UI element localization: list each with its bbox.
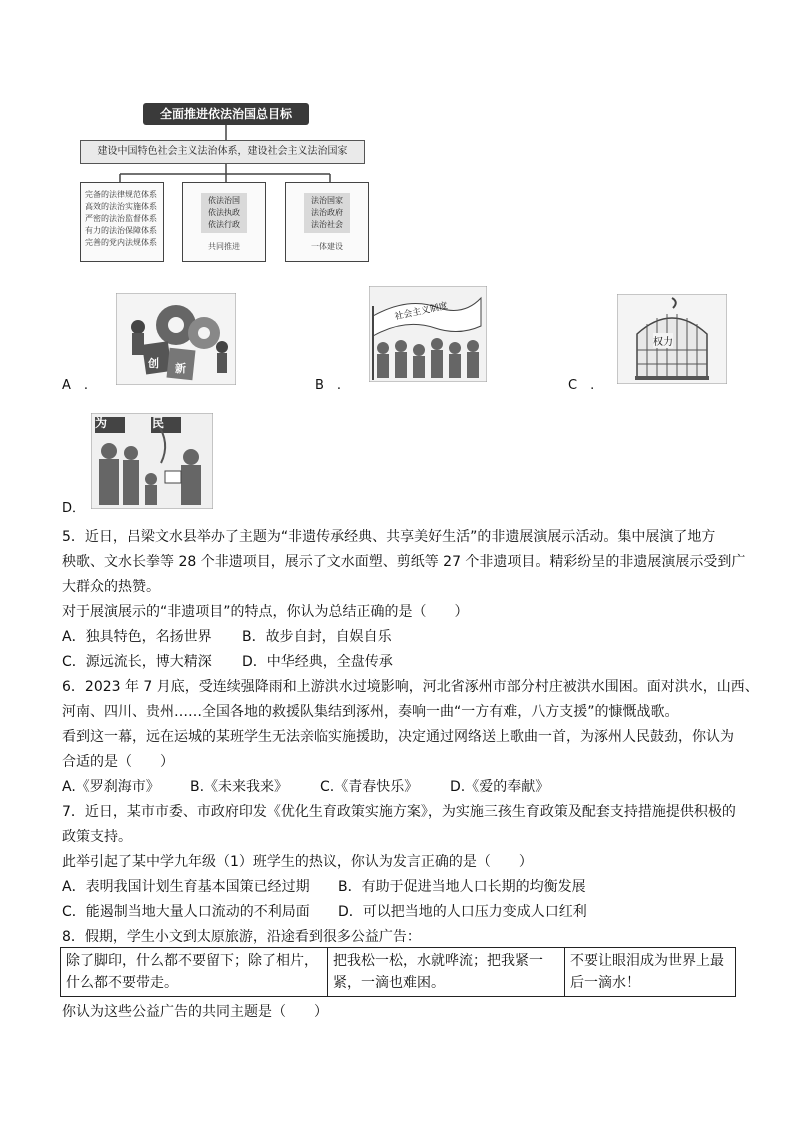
q6-option-d: D.《爱的奉献》 [450,779,550,795]
option-c-label: C . [568,378,595,393]
box2-inner [201,193,247,233]
option-b-label: B . [315,378,342,393]
gear-tag-1: 创 [148,357,159,370]
q6-line-4: 合适的是（ ） [62,754,174,770]
banner-text: 社会主义制度 [393,301,449,323]
diagram-box-systems [80,182,164,262]
box3-line: 法治政府 [311,208,343,217]
box2-line: 依法行政 [208,220,240,229]
cage-label: 权力 [653,333,673,348]
box1-line: 完备的法律规范体系 [85,190,157,199]
box2-line: 依法执政 [208,208,240,217]
box1-line: 严密的法治监督体系 [85,214,157,223]
q8-stem: 你认为这些公益广告的共同主题是（ ） [62,1004,328,1020]
diagram-box-integrated [285,182,369,262]
q7-option-d: D．可以把当地的人口压力变成人口红利 [338,904,587,920]
sign-right-text: 民 [152,416,165,430]
box3-line: 法治社会 [311,220,343,229]
gear-tag-2: 新 [175,362,186,375]
q5-line-1: 5．近日，吕梁文水县举办了主题为“非遗传承经典、共享美好生活”的非遗展演展示活动。集中展演了地方 [62,529,716,545]
q5-option-a: A．独具特色，名扬世界 [62,629,212,645]
box2-line: 依法治国 [208,196,240,205]
socialist-system-crowd-cartoon [369,286,487,382]
box3-line: 法治国家 [311,196,343,205]
box1-line: 高效的法治实施体系 [85,202,157,211]
box1-line: 完善的党内法规体系 [85,238,157,247]
box3-caption: 一体建设 [311,242,343,251]
option-a-label: A . [62,378,89,393]
option-d-label: D． [62,501,86,516]
sign-left-text: 为 [95,416,108,430]
q6-option-a: A.《罗刹海市》 [62,779,160,795]
q5-line-3: 大群众的热赞。 [62,579,160,595]
ad-cell-2: 把我松一松，水就哗流；把我紧一紧，一滴也难困。 [328,948,565,997]
diagram-title: 全面推进依法治国总目标 [143,103,309,125]
diagram-box-joint [182,182,266,262]
q7-option-a: A．表明我国计划生育基本国策已经过期 [62,879,310,895]
box1-line: 有力的法治保障体系 [85,226,157,235]
q5-option-b: B．故步自封，自娱自乐 [242,629,392,645]
q8-line-1: 8．假期，学生小文到太原旅游，沿途看到很多公益广告： [62,929,421,945]
ad-cell-3: 不要让眼泪成为世界上最后一滴水！ [565,948,736,997]
q7-line-1: 7．近日，某市市委、市政府印发《优化生育政策实施方案》，为实施三孩生育政策及配套支持措施提供积极的 [62,804,736,820]
diagram-subtitle: 建设中国特色社会主义法治体系，建设社会主义法治国家 [80,140,365,164]
q6-option-b: B.《未来我来》 [190,779,289,795]
q7-option-b: B．有助于促进当地人口长期的均衡发展 [338,879,586,895]
public-service-ads-table [60,947,736,997]
q6-option-c: C.《青春快乐》 [320,779,419,795]
q5-line-2: 秧歌、文水长拳等 28 个非遗项目，展示了文水面塑、剪纸等 27 个非遗项目。精彩纷呈的非遗展演展示受到广 [62,554,746,570]
box3-inner [304,193,350,233]
q5-option-c: C．源远流长，博大精深 [62,654,212,670]
table-row [61,948,736,997]
q7-stem: 此举引起了某中学九年级（1）班学生的热议，你认为发言正确的是（ ） [62,854,533,870]
q7-option-c: C．能遏制当地大量人口流动的不利局面 [62,904,310,920]
q7-line-2: 政策支持。 [62,829,132,845]
box2-caption: 共同推进 [208,242,240,251]
q6-line-1: 6．2023 年 7 月底，受连续强降雨和上游洪水过境影响，河北省涿州市部分村庄被洪水围困。面对洪水，山西、 [62,679,759,695]
q5-stem: 对于展演展示的“非遗项目”的特点，你认为总结正确的是（ ） [62,604,469,620]
q5-option-d: D．中华经典，全盘传承 [242,654,393,670]
ad-cell-1: 除了脚印，什么都不要留下；除了相片，什么都不要带走。 [61,948,328,997]
q6-line-2: 河南、四川、贵州……全国各地的救援队集结到涿州，奏响一曲“一方有难，八方支援”的慷慨战歌。 [62,704,679,720]
q6-line-3: 看到这一幕，远在运城的某班学生无法亲临实施援助，决定通过网络送上歌曲一首，为涿州人民鼓劲，你认为 [62,729,734,745]
